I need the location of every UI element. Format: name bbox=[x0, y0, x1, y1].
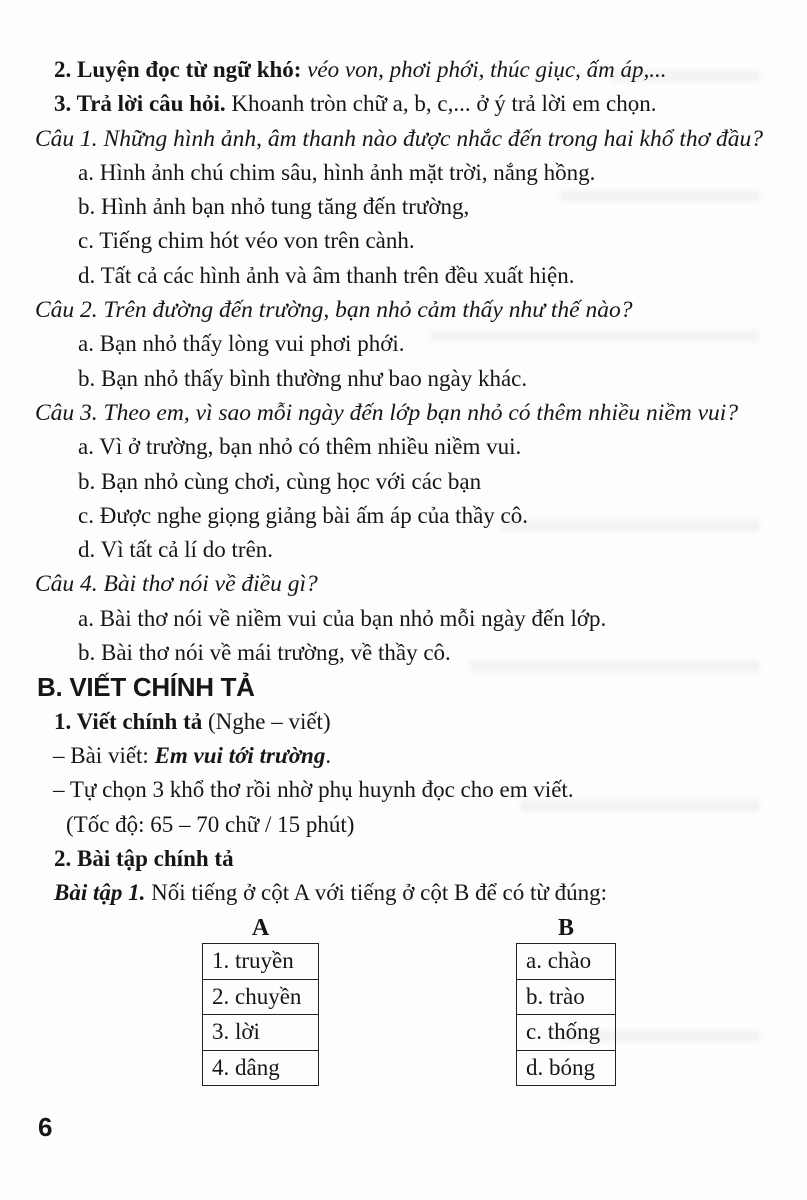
text-run: 3. Trả lời câu hỏi. bbox=[54, 91, 232, 117]
table-cell: 3. lời bbox=[203, 1015, 319, 1051]
column-header: A bbox=[251, 915, 270, 941]
table-cell: c. thống bbox=[517, 1015, 616, 1051]
answer-option: d. Tất cả các hình ảnh và âm thanh trên đều xuất hiện. bbox=[78, 262, 575, 288]
table-row bbox=[203, 979, 319, 1015]
answer-option: b. Bài thơ nói về mái trường, về thầy cô. bbox=[78, 640, 451, 666]
page-content bbox=[35, 53, 775, 910]
question-line: Câu 3. Theo em, vì sao mỗi ngày đến lớp bạn nhỏ có thêm nhiều niềm vui? bbox=[35, 399, 739, 426]
note-line bbox=[53, 739, 775, 773]
text-run: 1. Viết chính tả bbox=[54, 708, 208, 734]
table-cell: d. bóng bbox=[517, 1050, 616, 1086]
answer-option: a. Bài thơ nói về niềm vui của bạn nhỏ mỗi ngày đến lớp. bbox=[78, 605, 607, 631]
table-row bbox=[203, 1050, 319, 1086]
answer-option: a. Hình ảnh chú chim sâu, hình ảnh mặt trời, nắng hồng. bbox=[78, 159, 596, 185]
instruction-line bbox=[54, 53, 775, 87]
text-run: Nối tiếng ở cột A với tiếng ở cột B để có từ đúng: bbox=[151, 880, 608, 906]
text-run: (Nghe – viết) bbox=[207, 708, 331, 734]
speed-note: (Tốc độ: 65 – 70 chữ / 15 phút) bbox=[66, 811, 355, 837]
table-cell: b. trào bbox=[517, 979, 616, 1015]
question-line: Câu 2. Trên đường đến trường, bạn nhỏ cảm thấy như thế nào? bbox=[35, 297, 633, 324]
match-column-b bbox=[516, 916, 616, 1086]
table-cell: a. chào bbox=[517, 944, 616, 980]
text-run: 2. Luyện đọc từ ngữ khó: bbox=[54, 57, 308, 82]
section-heading: B. VIẾT CHÍNH TẢ bbox=[37, 672, 255, 703]
answer-option: a. Vì ở trường, bạn nhỏ có thêm nhiều niềm vui. bbox=[78, 434, 522, 460]
question-line: Câu 1. Những hình ảnh, âm thanh nào được nhắc đến trong hai khổ thơ đầu? bbox=[35, 125, 764, 152]
text-run: . bbox=[325, 742, 332, 768]
match-table-a bbox=[202, 943, 319, 1086]
table-row bbox=[517, 1050, 616, 1086]
note-line: – Tự chọn 3 khổ thơ rồi nhờ phụ huynh đọc cho em viết. bbox=[53, 777, 574, 803]
instruction-line bbox=[54, 87, 775, 121]
table-row bbox=[203, 944, 319, 980]
question-line: Câu 4. Bài thơ nói về điều gì? bbox=[35, 571, 318, 598]
answer-option: b. Bạn nhỏ thấy bình thường như bao ngày khác. bbox=[78, 365, 528, 391]
answer-option: c. Được nghe giọng giảng bài ấm áp của thầy cô. bbox=[78, 502, 528, 528]
text-run: Khoanh tròn chữ a, b, c,... ở ý trả lời em chọn. bbox=[231, 91, 657, 117]
text-run: Bài tập 1. bbox=[54, 880, 152, 906]
match-table-b bbox=[516, 943, 616, 1086]
match-column-a bbox=[202, 916, 319, 1086]
subsection-heading bbox=[54, 705, 775, 739]
answer-option: b. Hình ảnh bạn nhỏ tung tăng đến trường, bbox=[78, 194, 470, 220]
table-cell: 2. chuyền bbox=[203, 979, 319, 1015]
text-run: 2. Bài tập chính tả bbox=[54, 845, 234, 871]
text-run: véo von, phơi phới, thúc giục, ấm áp,... bbox=[307, 57, 667, 82]
text-run: – Bài viết: bbox=[53, 742, 155, 768]
answer-option: b. Bạn nhỏ cùng chơi, cùng học với các bạn bbox=[78, 468, 482, 494]
subsection-heading bbox=[54, 842, 775, 876]
text-run: Em vui tới trường bbox=[154, 742, 326, 768]
table-cell: 4. dâng bbox=[203, 1050, 319, 1086]
answer-option: c. Tiếng chim hót véo von trên cành. bbox=[78, 228, 415, 254]
table-cell: 1. truyền bbox=[203, 944, 319, 980]
table-row bbox=[203, 1015, 319, 1051]
column-header: B bbox=[557, 915, 574, 941]
table-row bbox=[517, 979, 616, 1015]
answer-option: a. Bạn nhỏ thấy lòng vui phơi phới. bbox=[78, 331, 405, 357]
answer-option: d. Vì tất cả lí do trên. bbox=[78, 537, 274, 563]
table-row bbox=[517, 1015, 616, 1051]
page-number: 6 bbox=[38, 1112, 53, 1142]
exercise-instruction bbox=[54, 876, 775, 910]
table-row bbox=[517, 944, 616, 980]
